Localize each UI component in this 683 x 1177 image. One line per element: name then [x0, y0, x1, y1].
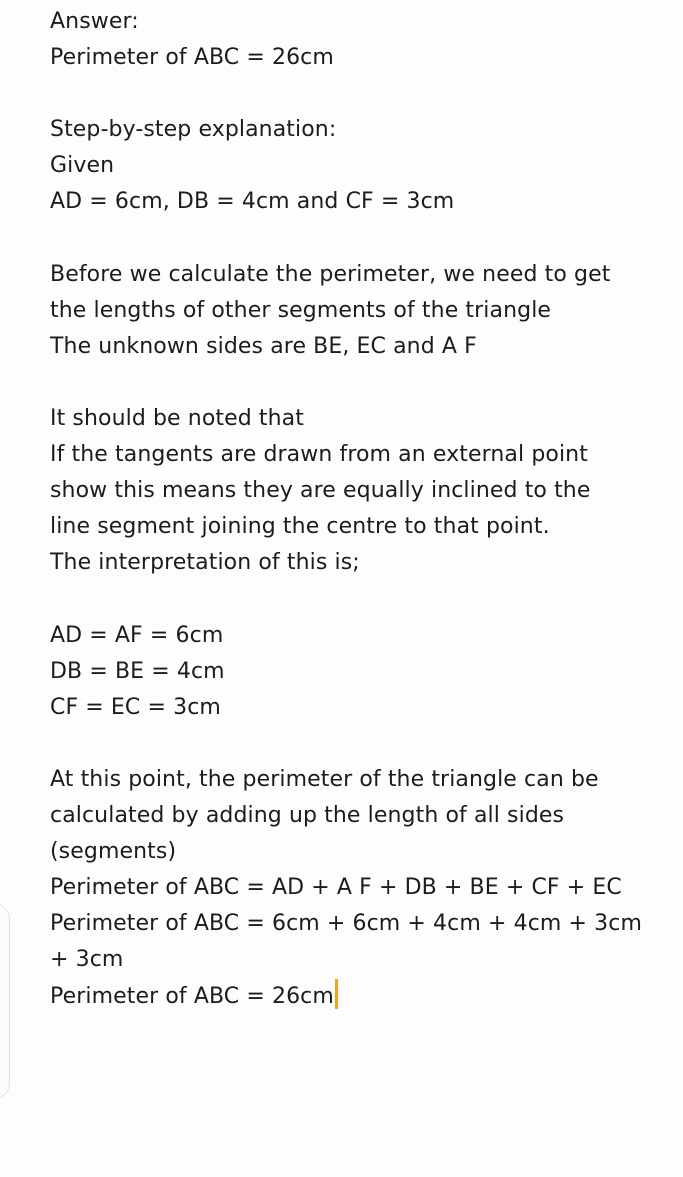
text-line: calculated by adding up the length of all sides — [50, 803, 565, 829]
answer-line: Perimeter of ABC = 26cm — [50, 45, 334, 71]
equation-line: CF = EC = 3cm — [50, 694, 221, 720]
text-line: show this means they are equally inclined to the — [50, 478, 591, 504]
given-values: AD = 6cm, DB = 4cm and CF = 3cm — [50, 189, 455, 215]
text-cursor — [335, 979, 338, 1009]
text-line: line segment joining the centre to that point. — [50, 514, 550, 540]
edge-panel-handle[interactable] — [0, 903, 10, 1099]
answer-heading: Answer: — [50, 9, 139, 34]
blank-line — [50, 726, 650, 762]
final-answer-text: Perimeter of ABC = 26cm — [50, 983, 334, 1009]
text-line: The interpretation of this is; — [50, 550, 360, 576]
blank-line — [50, 221, 650, 257]
text-line: It should be noted that — [50, 406, 304, 432]
equation-line: AD = AF = 6cm — [50, 622, 224, 648]
explanation-heading: Step-by-step explanation: — [50, 117, 337, 143]
text-line: Before we calculate the perimeter, we need to get — [50, 261, 611, 287]
note-text-area[interactable] — [50, 4, 650, 1015]
text-line: If the tangents are drawn from an external point — [50, 442, 588, 468]
blank-line — [50, 76, 650, 112]
text-line: At this point, the perimeter of the triangle can be — [50, 766, 599, 792]
equation-line: + 3cm — [50, 947, 124, 973]
text-line: the lengths of other segments of the triangle — [50, 297, 552, 323]
text-line: (segments) — [50, 839, 177, 865]
text-line: The unknown sides are BE, EC and A F — [50, 333, 477, 359]
equation-line: Perimeter of ABC = 6cm + 6cm + 4cm + 4cm + 3cm — [50, 911, 642, 937]
final-answer-line — [50, 979, 650, 1015]
blank-line — [50, 582, 650, 618]
equation-line: Perimeter of ABC = AD + A F + DB + BE + CF + EC — [50, 875, 622, 901]
blank-line — [50, 365, 650, 401]
given-label: Given — [50, 153, 115, 179]
equation-line: DB = BE = 4cm — [50, 658, 225, 684]
